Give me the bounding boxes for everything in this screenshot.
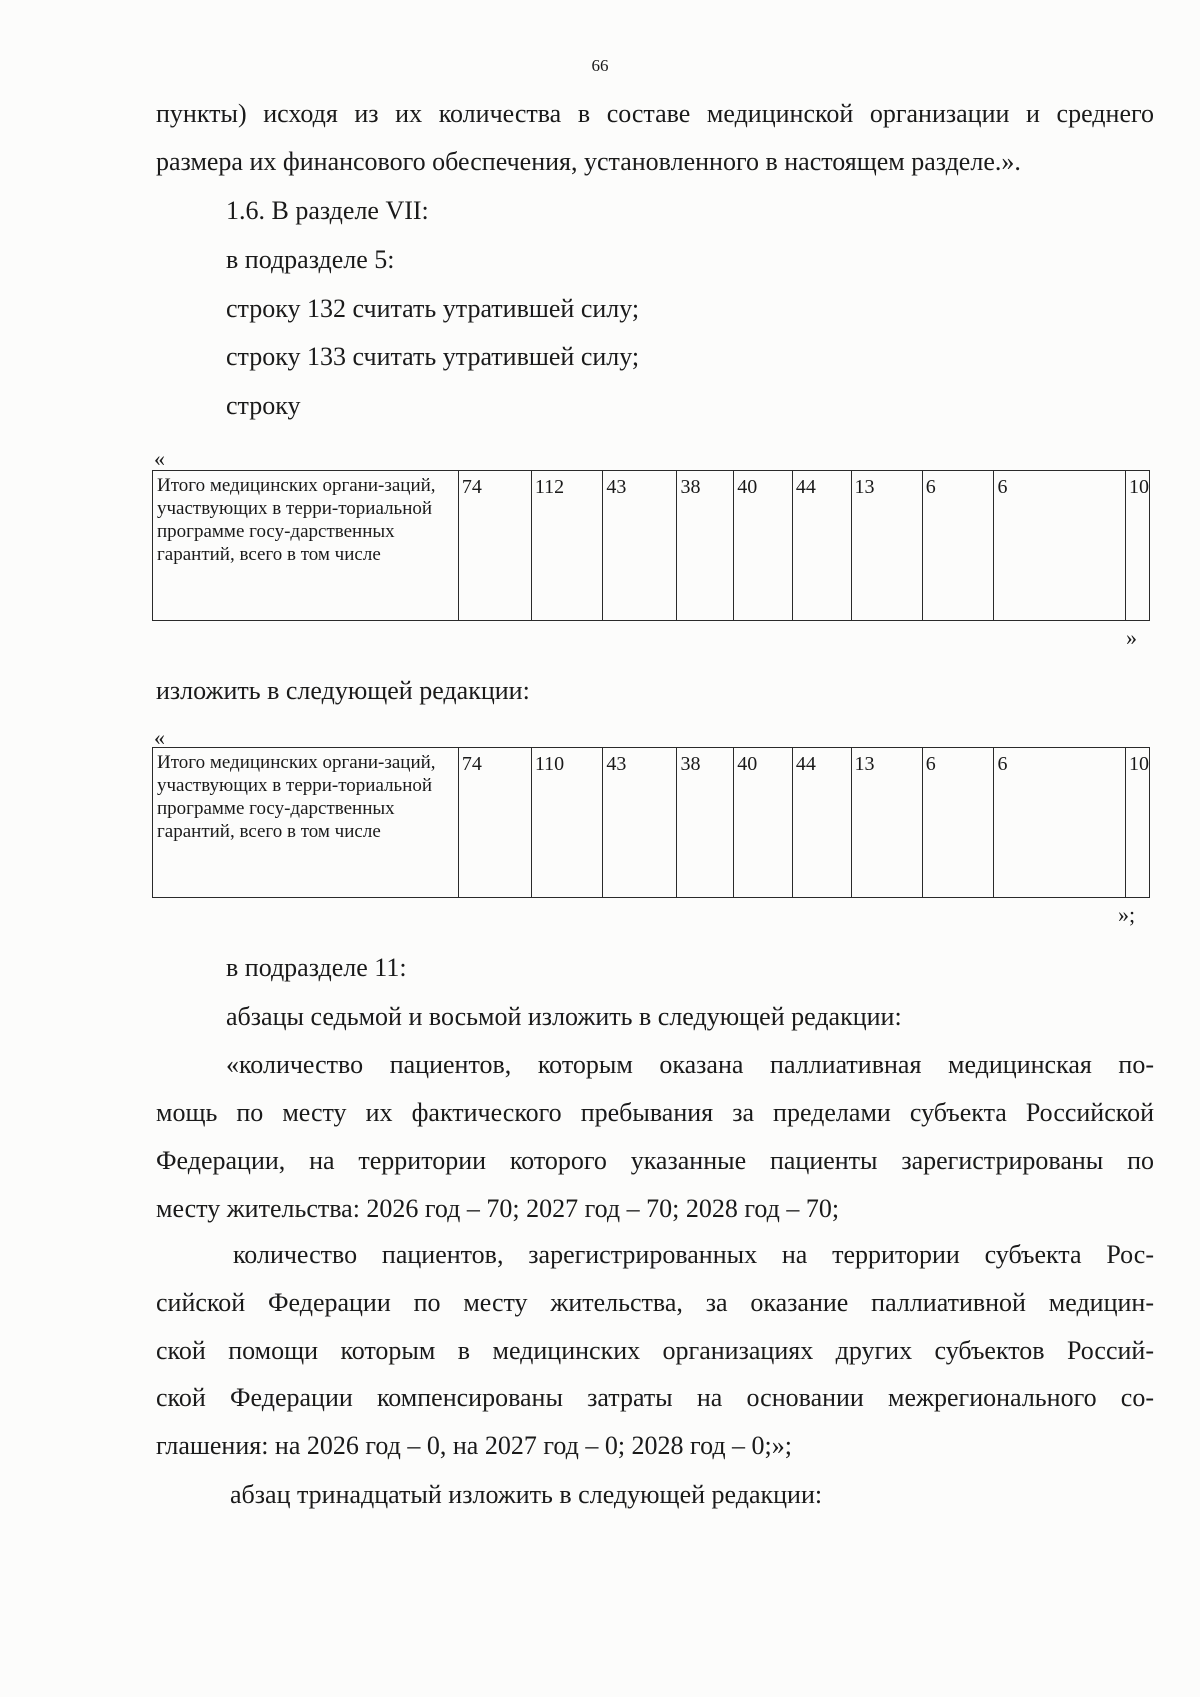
subsection-heading: в подразделе 11: [226, 953, 407, 982]
text-line: строку [226, 391, 301, 420]
page-number: 66 [591, 56, 609, 75]
table-cell: 43 [603, 471, 677, 621]
table-cell: 40 [734, 471, 793, 621]
text-line: размера их финансового обеспечения, установленного в настоящем разделе.». [156, 147, 1021, 176]
text-line: пункты) исходя из их количества в составе медицинской организации и среднего [156, 99, 1154, 128]
paragraph-line: Федерации, на территории которого указанные пациенты зарегистрированы по [156, 1146, 1154, 1175]
paragraph-line: мощь по месту их фактического пребывания за пределами субъекта Российской [156, 1098, 1154, 1127]
paragraph-line: ской Федерации компенсированы затраты на основании межрегионального со- [156, 1383, 1154, 1412]
table-row [153, 748, 1150, 898]
text-line: изложить в следующей редакции: [156, 676, 530, 705]
row-label: Итого медицинских органи-заций, участвующих в терри-ториальной программе госу-дарственных гарантий, всего в том числе [153, 471, 459, 621]
table-row [153, 471, 1150, 621]
section-heading: 1.6. В разделе VII: [226, 196, 429, 225]
close-quote: »; [1118, 902, 1136, 927]
table-cell: 43 [603, 748, 677, 898]
table-cell: 6 [922, 471, 994, 621]
paragraph-line: ской помощи которым в медицинских организациях других субъектов Россий- [156, 1336, 1154, 1365]
text-line: строку 132 считать утратившей силу; [226, 294, 640, 323]
close-quote: » [1126, 625, 1137, 650]
table-cell: 13 [851, 471, 922, 621]
table-cell: 44 [792, 471, 851, 621]
subsection-heading: в подразделе 5: [226, 245, 395, 274]
table-cell: 6 [994, 471, 1126, 621]
table-cell: 44 [792, 748, 851, 898]
open-quote: « [154, 446, 165, 471]
text-line: абзац тринадцатый изложить в следующей редакции: [230, 1480, 823, 1509]
table-cell: 6 [994, 748, 1126, 898]
table-old-row [152, 470, 1150, 621]
table-cell: 38 [677, 471, 734, 621]
table-new-row [152, 747, 1150, 898]
paragraph-line: месту жительства: 2026 год – 70; 2027 год – 70; 2028 год – 70; [156, 1194, 840, 1223]
table-cell: 38 [677, 748, 734, 898]
text-line: строку 133 считать утратившей силу; [226, 342, 640, 371]
table-cell: 10 [1126, 748, 1150, 898]
table-cell: 13 [851, 748, 922, 898]
table-cell: 40 [734, 748, 793, 898]
table-cell: 10 [1126, 471, 1150, 621]
table-cell: 74 [458, 748, 531, 898]
paragraph-line: глашения: на 2026 год – 0, на 2027 год – 0; 2028 год – 0;»; [156, 1431, 792, 1460]
open-quote: « [154, 725, 165, 750]
table-cell: 6 [922, 748, 994, 898]
row-label: Итого медицинских органи-заций, участвующих в терри-ториальной программе госу-дарственных гарантий, всего в том числе [153, 748, 459, 898]
text-line: абзацы седьмой и восьмой изложить в следующей редакции: [226, 1002, 902, 1031]
table-cell: 74 [458, 471, 531, 621]
paragraph-line: «количество пациентов, которым оказана паллиативная медицинская по- [226, 1050, 1154, 1079]
paragraph-line: количество пациентов, зарегистрированных на территории субъекта Рос- [233, 1240, 1154, 1269]
paragraph-line: сийской Федерации по месту жительства, за оказание паллиативной медицин- [156, 1288, 1154, 1317]
table-cell: 110 [531, 748, 603, 898]
table-cell: 112 [531, 471, 603, 621]
